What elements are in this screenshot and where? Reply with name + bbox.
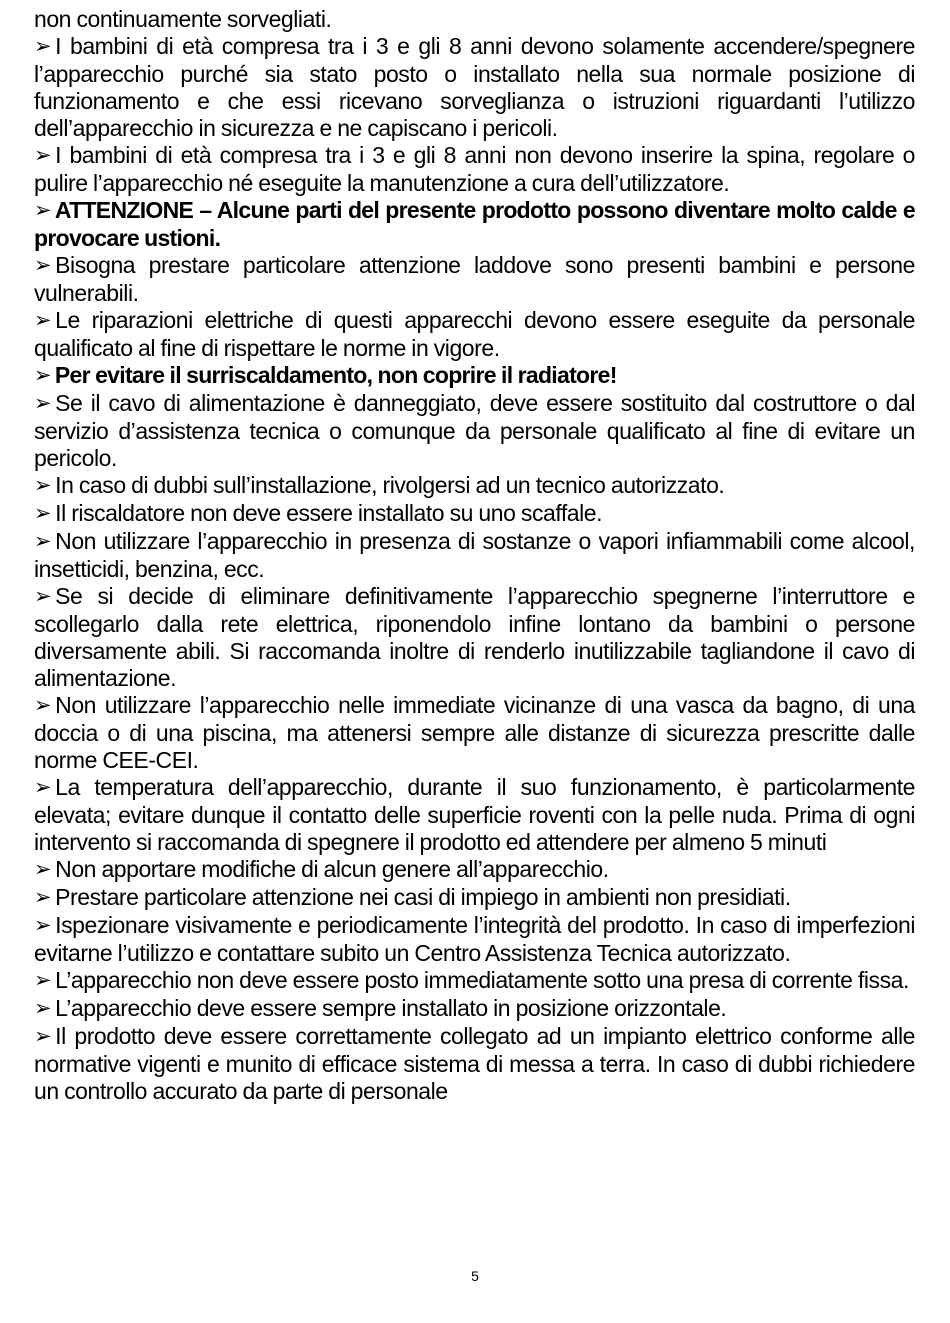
bullet-paragraph	[34, 197, 915, 252]
arrow-bullet-icon: ➢	[34, 309, 52, 332]
arrow-bullet-icon: ➢	[34, 35, 52, 58]
paragraph-text: Se si decide di eliminare definitivamente l’apparecchio spegnerne l’interruttore e scollegarlo dalla rete elettrica, riponendolo infine lontano da bambini o persone diversamente abili. Si raccomanda inoltre di renderlo inutilizzabile tagliandone il cavo di alimentazione.	[34, 583, 915, 691]
bullet-paragraph	[34, 967, 915, 995]
arrow-bullet-icon: ➢	[34, 474, 52, 497]
bullet-paragraph	[34, 33, 915, 142]
bullet-paragraph	[34, 390, 915, 472]
bullet-paragraph	[34, 307, 915, 362]
arrow-bullet-icon: ➢	[34, 886, 52, 909]
arrow-bullet-icon: ➢	[34, 254, 52, 277]
arrow-bullet-icon: ➢	[34, 502, 52, 525]
arrow-bullet-icon: ➢	[34, 392, 52, 415]
paragraph-text: non continuamente sorvegliati.	[34, 6, 332, 32]
paragraph-text: Ispezionare visivamente e periodicamente l’integrità del prodotto. In caso di imperfezioni evitarne l’utilizzo e contattare subito un Centro Assistenza Tecnica autorizzato.	[34, 912, 915, 966]
bullet-paragraph	[34, 774, 915, 856]
bullet-paragraph	[34, 1023, 915, 1105]
bullet-paragraph	[34, 362, 915, 390]
arrow-bullet-icon: ➢	[34, 199, 51, 222]
bullet-paragraph	[34, 884, 915, 912]
bullet-paragraph	[34, 142, 915, 197]
page-number: 5	[471, 1268, 479, 1284]
bullet-paragraph	[34, 856, 915, 884]
arrow-bullet-icon: ➢	[34, 694, 52, 717]
paragraph-text: In caso di dubbi sull’installazione, rivolgersi ad un tecnico autorizzato.	[55, 472, 725, 498]
paragraph-text: Per evitare il surriscaldamento, non coprire il radiatore!	[54, 362, 617, 388]
arrow-bullet-icon: ➢	[34, 1025, 52, 1048]
paragraph-text: L’apparecchio deve essere sempre installato in posizione orizzontale.	[55, 995, 727, 1021]
paragraph-list	[34, 6, 915, 1105]
paragraph-text: Bisogna prestare particolare attenzione laddove sono presenti bambini e persone vulnerabili.	[34, 252, 915, 306]
paragraph-text: Non utilizzare l’apparecchio nelle immediate vicinanze di una vasca da bagno, di una doccia o di una piscina, ma attenersi sempre alle distanze di sicurezza prescritte dalle norme CEE-CEI.	[34, 692, 915, 773]
paragraph-text: ATTENZIONE – Alcune parti del presente prodotto possono diventare molto calde e provocare ustioni.	[34, 197, 915, 251]
arrow-bullet-icon: ➢	[34, 364, 51, 387]
arrow-bullet-icon: ➢	[34, 997, 52, 1020]
arrow-bullet-icon: ➢	[34, 914, 52, 937]
bullet-paragraph	[34, 912, 915, 967]
arrow-bullet-icon: ➢	[34, 969, 52, 992]
paragraph-text: Il prodotto deve essere correttamente collegato ad un impianto elettrico conforme alle normative vigenti e munito di efficace sistema di messa a terra. In caso di dubbi richiedere un controllo accurato da parte di personale	[34, 1023, 915, 1104]
paragraph-text: Se il cavo di alimentazione è danneggiato, deve essere sostituito dal costruttore o dal servizio d’assistenza tecnica o comunque da personale qualificato al fine di evitare un pericolo.	[34, 390, 915, 471]
bullet-paragraph	[34, 583, 915, 692]
paragraph-text: Non utilizzare l’apparecchio in presenza di sostanze o vapori infiammabili come alcool, insetticidi, benzina, ecc.	[34, 528, 915, 582]
paragraph-text: Le riparazioni elettriche di questi apparecchi devono essere eseguite da personale qualificato al fine di rispettare le norme in vigore.	[34, 307, 915, 361]
paragraph-text: I bambini di età compresa tra i 3 e gli 8 anni devono solamente accendere/spegnere l’apparecchio purché sia stato posto o installato nella sua normale posizione di funzionamento e che essi ricevano sorveglianza o istruzioni riguardanti l’utilizzo dell’apparecchio in sicurezza e ne capiscano i pericoli.	[34, 33, 915, 141]
bullet-paragraph	[34, 528, 915, 583]
paragraph-text: Il riscaldatore non deve essere installato su uno scaffale.	[55, 500, 603, 526]
bullet-paragraph	[34, 472, 915, 500]
arrow-bullet-icon: ➢	[34, 144, 52, 167]
document-body	[34, 6, 915, 1105]
paragraph-text: Prestare particolare attenzione nei casi di impiego in ambienti non presidiati.	[55, 884, 791, 910]
bullet-paragraph	[34, 995, 915, 1023]
arrow-bullet-icon: ➢	[34, 585, 52, 608]
paragraph-text: L’apparecchio non deve essere posto immediatamente sotto una presa di corrente fissa.	[55, 967, 909, 993]
paragraph-text: I bambini di età compresa tra i 3 e gli 8 anni non devono inserire la spina, regolare o pulire l’apparecchio né eseguite la manutenzione a cura dell’utilizzatore.	[34, 142, 915, 196]
arrow-bullet-icon: ➢	[34, 776, 52, 799]
paragraph-text: La temperatura dell’apparecchio, durante il suo funzionamento, è particolarmente elevata; evitare dunque il contatto delle superficie roventi con la pelle nuda. Prima di ogni intervento si raccomanda di spegnere il prodotto ed attendere per almeno 5 minuti	[34, 774, 915, 855]
bullet-paragraph	[34, 500, 915, 528]
arrow-bullet-icon: ➢	[34, 530, 52, 553]
arrow-bullet-icon: ➢	[34, 858, 52, 881]
bullet-paragraph	[34, 692, 915, 774]
paragraph-text: Non apportare modifiche di alcun genere all’apparecchio.	[55, 856, 609, 882]
paragraph	[34, 6, 915, 33]
bullet-paragraph	[34, 252, 915, 307]
